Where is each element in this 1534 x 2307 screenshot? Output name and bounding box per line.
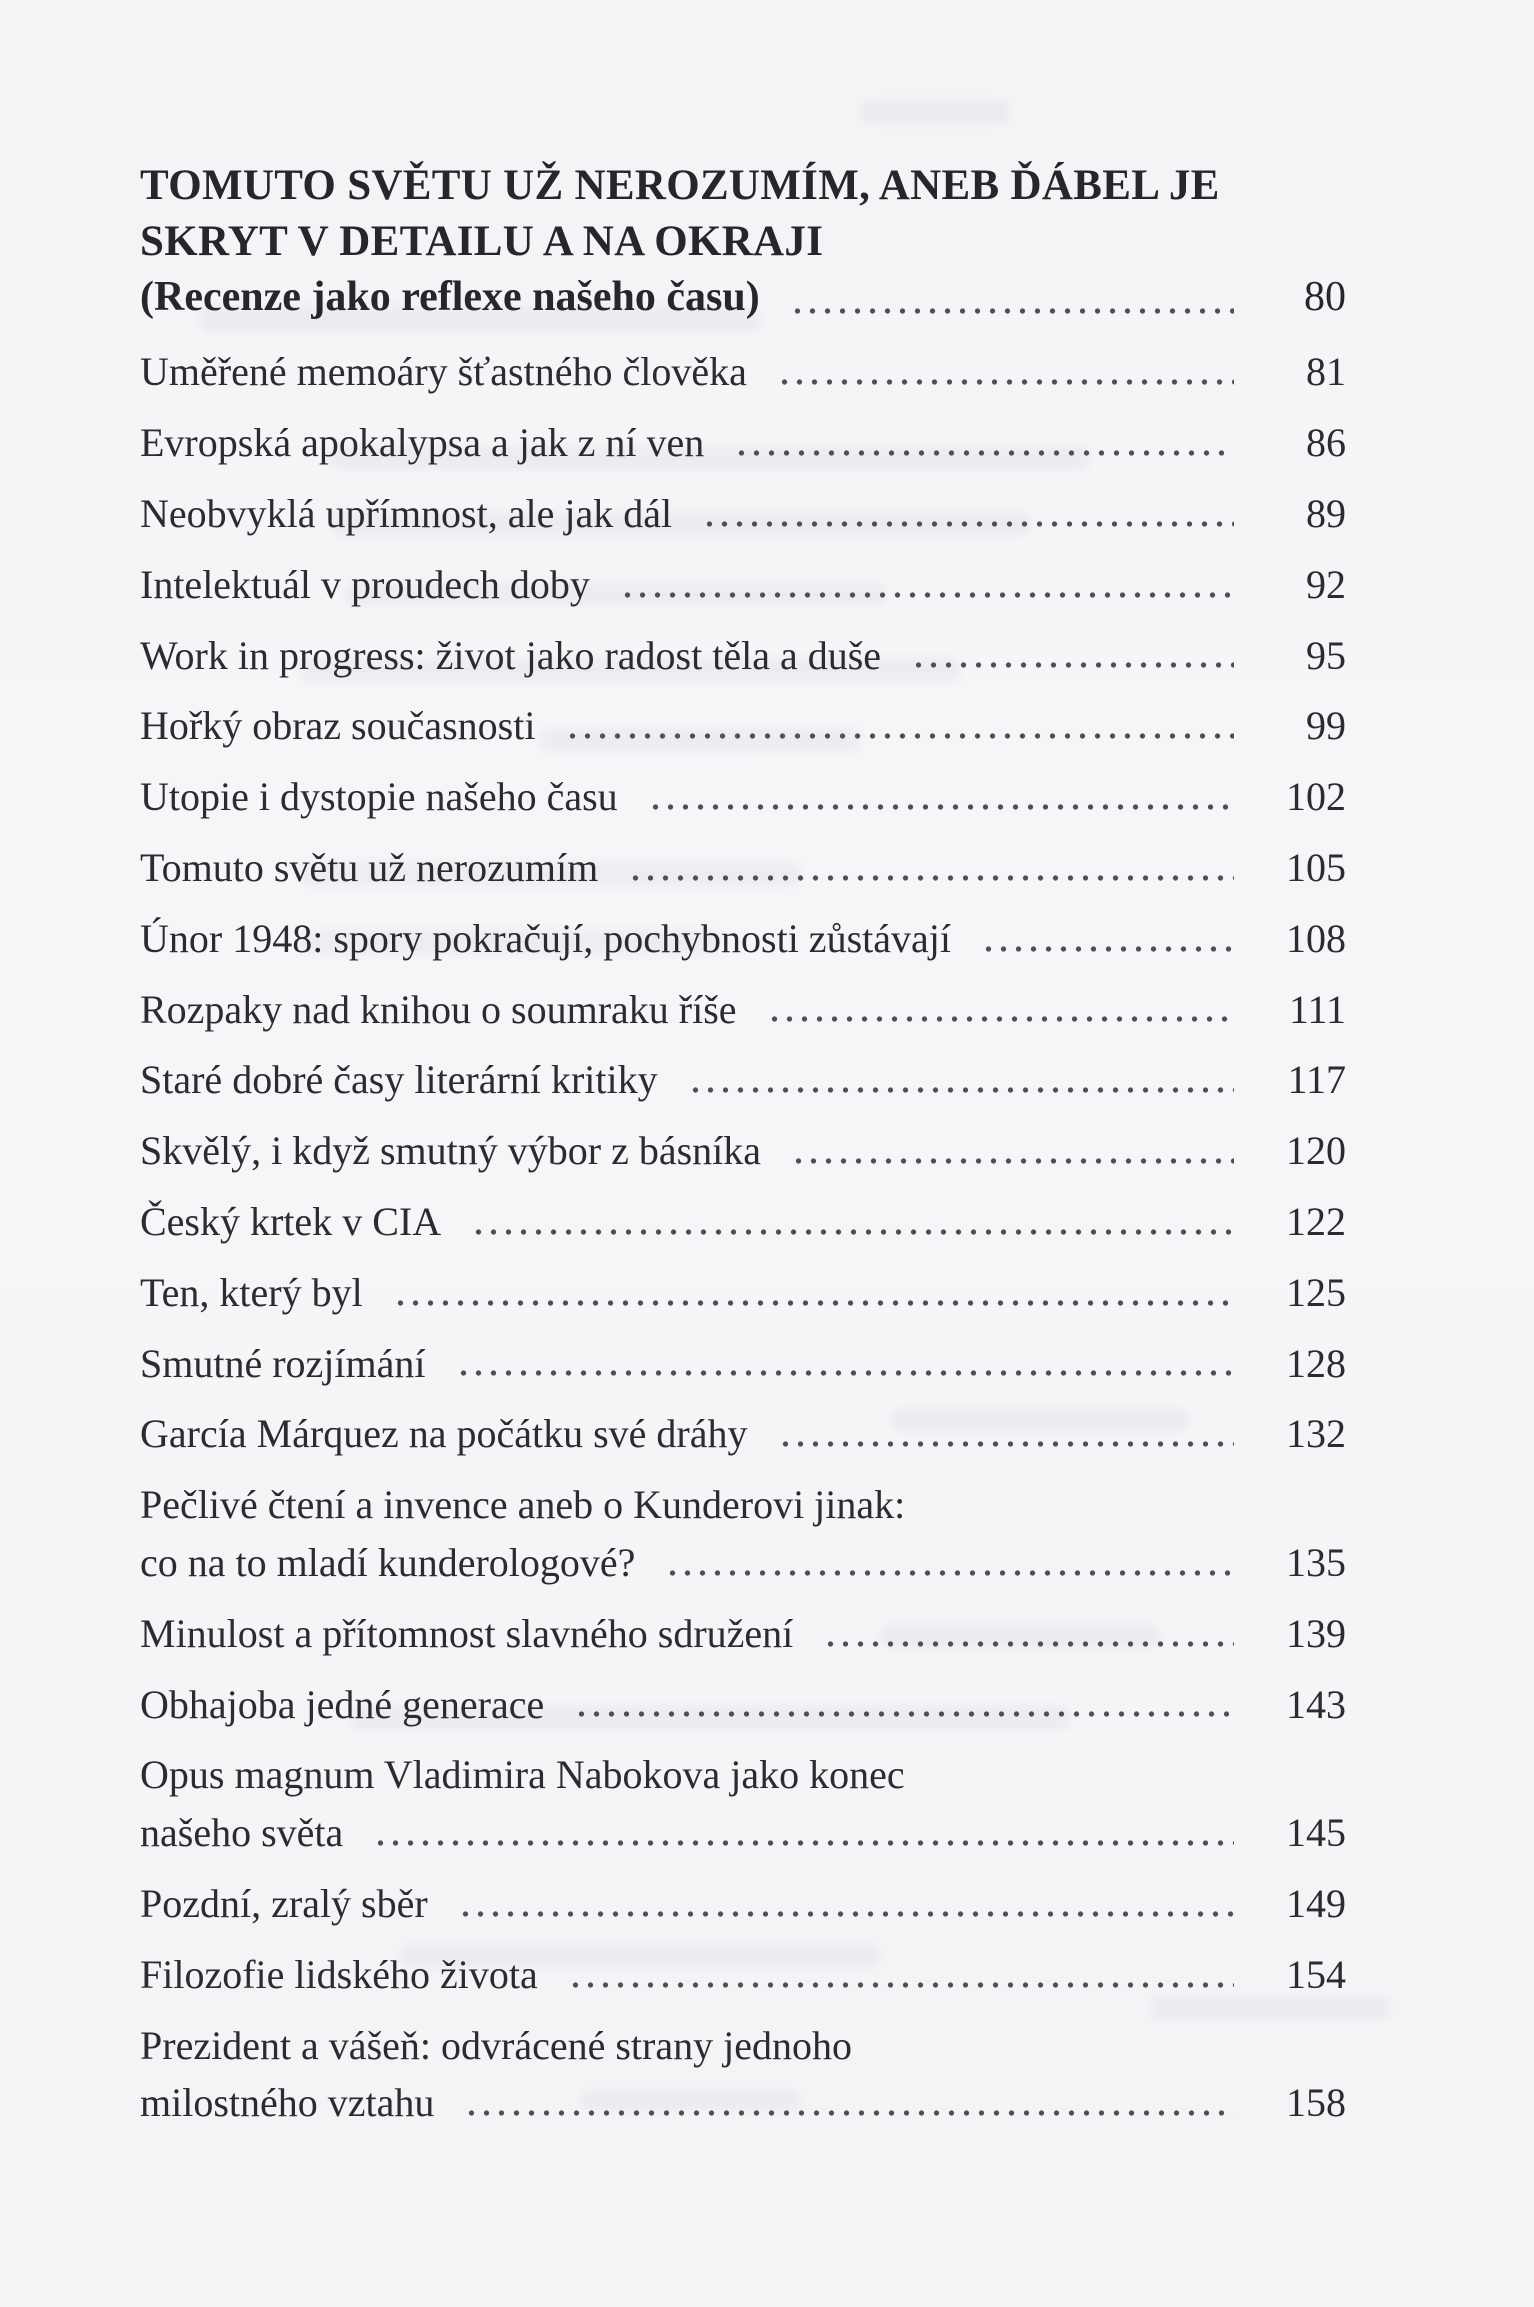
dot-leader — [791, 1155, 1234, 1167]
section-subtitle: (Recenze jako reflexe našeho času) — [140, 273, 760, 320]
toc-entry-title: Ten, který byl — [140, 1269, 363, 1315]
toc-entry — [140, 421, 1346, 466]
toc-entry — [140, 2024, 1346, 2127]
toc-entry-page-number: 125 — [1286, 1269, 1346, 1315]
toc-entry-page-number: 81 — [1306, 349, 1346, 395]
toc-entry-title: Uměřené memoáry šťastného člověka — [140, 349, 747, 395]
toc-entry-title: Staré dobré časy literární kritiky — [140, 1057, 658, 1103]
toc-entry-page-number: 105 — [1286, 844, 1346, 890]
dot-leader — [565, 730, 1234, 742]
section-heading-line2: SKRYT V DETAILU A NA OKRAJI — [140, 217, 824, 265]
toc-entry-title: Neobvyklá upřímnost, ale jak dál — [140, 490, 673, 536]
toc-entry — [140, 1412, 1346, 1457]
toc-entry-page-number: 99 — [1306, 703, 1346, 749]
toc-entry-title: Evropská apokalypsa a jak z ní ven — [140, 420, 705, 466]
toc-entry-page-number: 132 — [1286, 1411, 1346, 1457]
toc-entry — [140, 1882, 1346, 1927]
toc-entry-title: Skvělý, i když smutný výbor z básníka — [140, 1128, 762, 1174]
toc-entry-title: Hořký obraz současnosti — [140, 703, 536, 749]
toc-entry-title: Rozpaky nad knihou o soumraku říše — [140, 986, 737, 1032]
dot-leader — [790, 305, 1234, 317]
toc-entry — [140, 1271, 1346, 1316]
dot-leader — [734, 447, 1234, 459]
toc-entry — [140, 1953, 1346, 1998]
dot-leader — [373, 1837, 1234, 1849]
dot-leader — [777, 376, 1234, 388]
toc-entry-title: Obhajoba jedné generace — [140, 1681, 545, 1727]
toc-entry-title: milostného vztahu — [140, 2080, 435, 2126]
toc-entry-title: Minulost a přítomnost slavného sdružení — [140, 1610, 794, 1656]
toc-entry-page-number: 143 — [1286, 1681, 1346, 1727]
toc-entry-page-number: 89 — [1306, 490, 1346, 536]
dot-leader — [471, 1226, 1234, 1238]
dot-leader — [464, 2107, 1234, 2119]
toc-entry-title: Filozofie lidského života — [140, 1951, 538, 1997]
dot-leader — [628, 872, 1234, 884]
toc-entry — [140, 634, 1346, 679]
toc-entry — [140, 704, 1346, 749]
dot-leader — [456, 1367, 1234, 1379]
toc-content — [140, 158, 1346, 2152]
toc-entry-page-number: 158 — [1286, 2080, 1346, 2126]
toc-entry — [140, 1200, 1346, 1245]
toc-entry-title: García Márquez na počátku své dráhy — [140, 1411, 748, 1457]
toc-entry-page-number: 122 — [1286, 1198, 1346, 1244]
section-subtitle-row — [140, 270, 1346, 325]
toc-entry — [140, 1683, 1346, 1728]
toc-entry-page-number: 117 — [1287, 1057, 1346, 1103]
toc-entry-page-number: 102 — [1286, 774, 1346, 820]
toc-entry — [140, 988, 1346, 1033]
toc-entry-wrap-line: Prezident a vášeň: odvrácené strany jednoho — [140, 2022, 852, 2068]
dot-leader — [688, 1084, 1234, 1096]
section-subtitle-page-number: 80 — [1304, 273, 1346, 320]
toc-entry-title: Utopie i dystopie našeho času — [140, 774, 618, 820]
toc-entry — [140, 1342, 1346, 1387]
toc-entry-title: Tomuto světu už nerozumím — [140, 844, 599, 890]
toc-entry-page-number: 111 — [1288, 986, 1346, 1032]
toc-entry-page-number: 128 — [1286, 1340, 1346, 1386]
dot-leader — [702, 518, 1234, 530]
toc-entry-title: Intelektuál v proudech doby — [140, 561, 590, 607]
toc-entry-title: našeho světa — [140, 1810, 344, 1856]
toc-entry-wrap-line: Pečlivé čtení a invence aneb o Kunderovi jinak: — [140, 1482, 906, 1528]
toc-entry-page-number: 108 — [1286, 915, 1346, 961]
toc-entry-page-number: 92 — [1306, 561, 1346, 607]
toc-entry — [140, 350, 1346, 395]
toc-entry-wrap-line: Opus magnum Vladimira Nabokova jako konec — [140, 1752, 905, 1798]
toc-entry-title: Český krtek v CIA — [140, 1198, 442, 1244]
toc-entry — [140, 775, 1346, 820]
toc-entry-page-number: 139 — [1286, 1610, 1346, 1656]
dot-leader — [823, 1638, 1234, 1650]
toc-entry — [140, 1612, 1346, 1657]
dot-leader — [393, 1297, 1234, 1309]
toc-entry-page-number: 135 — [1286, 1539, 1346, 1585]
toc-entry-title: Únor 1948: spory pokračují, pochybnosti zůstávají — [140, 915, 951, 961]
toc-entry-page-number: 95 — [1306, 632, 1346, 678]
toc-entry-title: Smutné rozjímání — [140, 1340, 426, 1386]
toc-entry-title: co na to mladí kunderologové? — [140, 1539, 636, 1585]
dot-leader — [911, 659, 1234, 671]
dot-leader — [574, 1708, 1234, 1720]
toc-entry-page-number: 145 — [1286, 1810, 1346, 1856]
dot-leader — [767, 1013, 1234, 1025]
dot-leader — [458, 1908, 1234, 1920]
dot-leader — [981, 943, 1234, 955]
toc-entry — [140, 492, 1346, 537]
dot-leader — [648, 801, 1234, 813]
toc-entry-page-number: 120 — [1286, 1128, 1346, 1174]
toc-entry — [140, 1058, 1346, 1103]
toc-entry — [140, 1483, 1346, 1586]
toc-entry — [140, 917, 1346, 962]
dot-leader — [620, 589, 1234, 601]
toc-list — [140, 350, 1346, 2126]
toc-entry — [140, 846, 1346, 891]
toc-entry — [140, 1753, 1346, 1856]
dot-leader — [778, 1438, 1235, 1450]
toc-entry-page-number: 149 — [1286, 1880, 1346, 1926]
toc-entry-title: Work in progress: život jako radost těla a duše — [140, 632, 882, 678]
toc-entry-page-number: 154 — [1286, 1951, 1346, 1997]
toc-entry — [140, 1129, 1346, 1174]
dot-leader — [665, 1567, 1234, 1579]
page-bleedthrough-smudge — [860, 100, 1010, 124]
toc-entry-title: Pozdní, zralý sběr — [140, 1880, 428, 1926]
section-heading-line1: TOMUTO SVĚTU UŽ NEROZUMÍM, ANEB ĎÁBEL JE — [140, 162, 1220, 209]
toc-entry-page-number: 86 — [1306, 420, 1346, 466]
dot-leader — [568, 1979, 1234, 1991]
toc-entry — [140, 563, 1346, 608]
